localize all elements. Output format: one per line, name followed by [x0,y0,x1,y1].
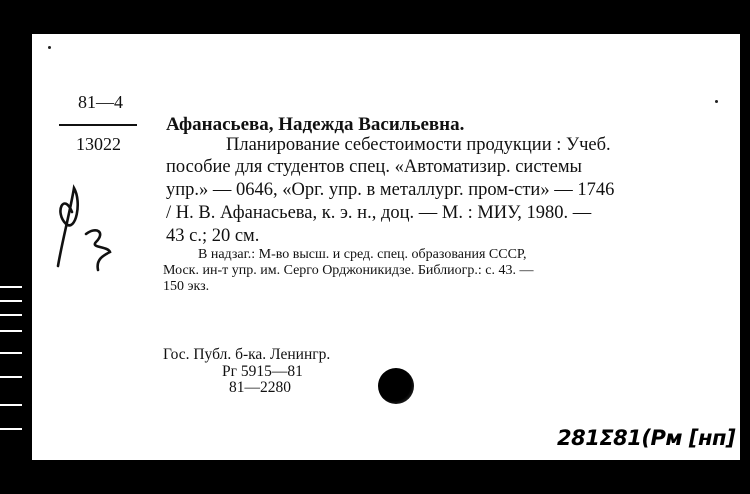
dust-speck [715,100,718,103]
description-line: упр.» — 0646, «Орг. упр. в металлург. пром-сти» — 1746 [166,180,615,200]
scan-tick [0,286,22,288]
handwritten-code: 281Σ81(Рм [нп] [557,426,736,450]
library-line: Гос. Публ. б-ка. Ленингр. [163,346,331,363]
notes-line: 150 экз. [163,279,210,294]
scan-bottom-margin [32,460,750,494]
description-line: 43 с.; 20 см. [166,226,260,246]
scan-tick [0,314,22,316]
library-line: Рг 5915—81 [222,363,303,380]
catalog-card [32,34,740,460]
scan-tick [0,376,22,378]
notes-line: В надзаг.: М-во высш. и сред. спец. образования СССР, [198,247,527,262]
description-line: пособие для студентов спец. «Автоматизир. системы [166,157,582,177]
shelf-divider [59,124,137,126]
notes-line: Моск. ин-т упр. им. Серго Орджоникидзе. Библиогр.: с. 43. — [163,263,534,278]
scan-tick [0,404,22,406]
dust-speck [48,46,51,49]
scan-tick [0,428,22,430]
scan-tick [0,352,22,354]
author-heading: Афанасьева, Надежда Васильевна. [166,114,465,135]
description-line: Планирование себестоимости продукции : Учеб. [226,135,611,155]
shelf-mark: 81—4 [78,92,123,112]
inventory-number: 13022 [76,134,121,154]
scan-left-margin [0,0,32,494]
scan-tick [0,300,22,302]
scan-tick [0,330,22,332]
description-line: / Н. В. Афанасьева, к. э. н., доц. — М. : МИУ, 1980. — [166,203,592,223]
ink-stamp-blot [378,368,414,404]
handwritten-mark-icon [52,182,114,278]
library-line: 81—2280 [229,379,291,396]
